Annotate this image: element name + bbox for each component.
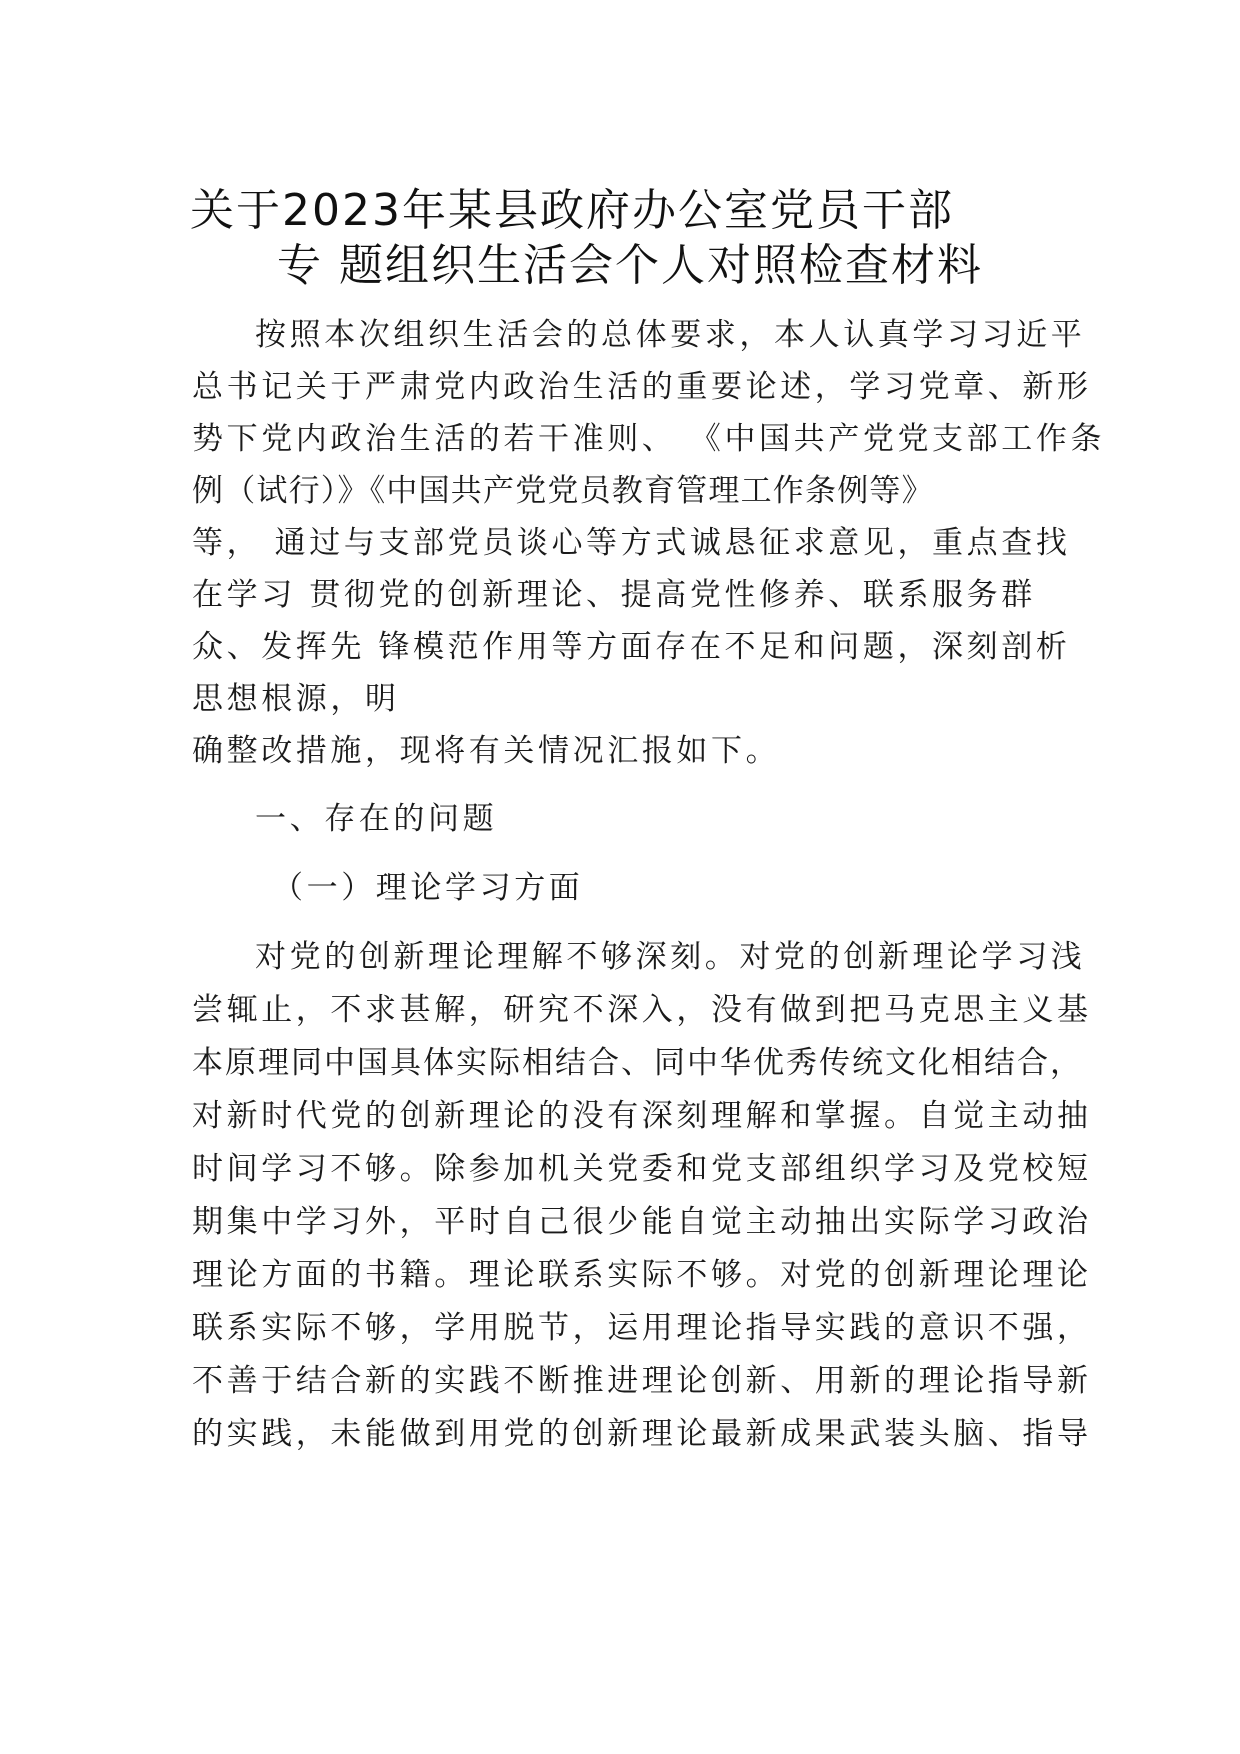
paragraph-line: 期集中学习外，平时自己很少能自觉主动抽出实际学习政治 <box>192 1204 1092 1240</box>
paragraph-line: 理论方面的书籍。理论联系实际不够。对党的创新理论理论 <box>192 1257 1092 1293</box>
paragraph-line: 例（试行）》《中国共产党党员教育管理工作条例等》 <box>192 473 934 509</box>
subsection-heading: （一）理论学习方面 <box>272 870 584 906</box>
paragraph-line: 按照本次组织生活会的总体要求，本人认真学习习近平 <box>255 317 1086 353</box>
paragraph-line: 联系实际不够，学用脱节，运用理论指导实践的意识不强， <box>192 1310 1092 1346</box>
paragraph-line: 等， 通过与支部党员谈心等方式诚恳征求意见，重点查找 <box>192 525 1071 561</box>
paragraph-line: 不善于结合新的实践不断推进理论创新、用新的理论指导新 <box>192 1363 1092 1399</box>
paragraph-line: 对新时代党的创新理论的没有深刻理解和掌握。自觉主动抽 <box>192 1098 1092 1134</box>
document-title-line-1: 关于2023年某县政府办公室党员干部 <box>190 185 954 236</box>
paragraph-line: 势下党内政治生活的若干准则、 《中国共产党党支部工作条 <box>192 421 1106 457</box>
document-title-line-2: 专 题组织生活会个人对照检查材料 <box>277 240 983 291</box>
paragraph-line: 对党的创新理论理解不够深刻。对党的创新理论学习浅 <box>255 939 1086 975</box>
section-heading: 一、存在的问题 <box>255 801 498 837</box>
paragraph-line: 总书记关于严肃党内政治生活的重要论述，学习党章、新形 <box>192 369 1092 405</box>
paragraph-line: 本原理同中国具体实际相结合、同中华优秀传统文化相结合， <box>192 1045 1083 1081</box>
paragraph-line: 众、发挥先 锋模范作用等方面存在不足和问题，深刻剖析 <box>192 629 1071 665</box>
paragraph-line: 思想根源，明 <box>192 681 400 717</box>
paragraph-line: 确整改措施，现将有关情况汇报如下。 <box>192 733 781 769</box>
paragraph-line: 时间学习不够。除参加机关党委和党支部组织学习及党校短 <box>192 1151 1092 1187</box>
paragraph-line: 在学习 贯彻党的创新理论、提高党性修养、联系服务群 <box>192 577 1036 613</box>
paragraph-line: 的实践，未能做到用党的创新理论最新成果武装头脑、指导 <box>192 1416 1092 1452</box>
paragraph-line: 尝辄止，不求甚解，研究不深入，没有做到把马克思主义基 <box>192 992 1092 1028</box>
